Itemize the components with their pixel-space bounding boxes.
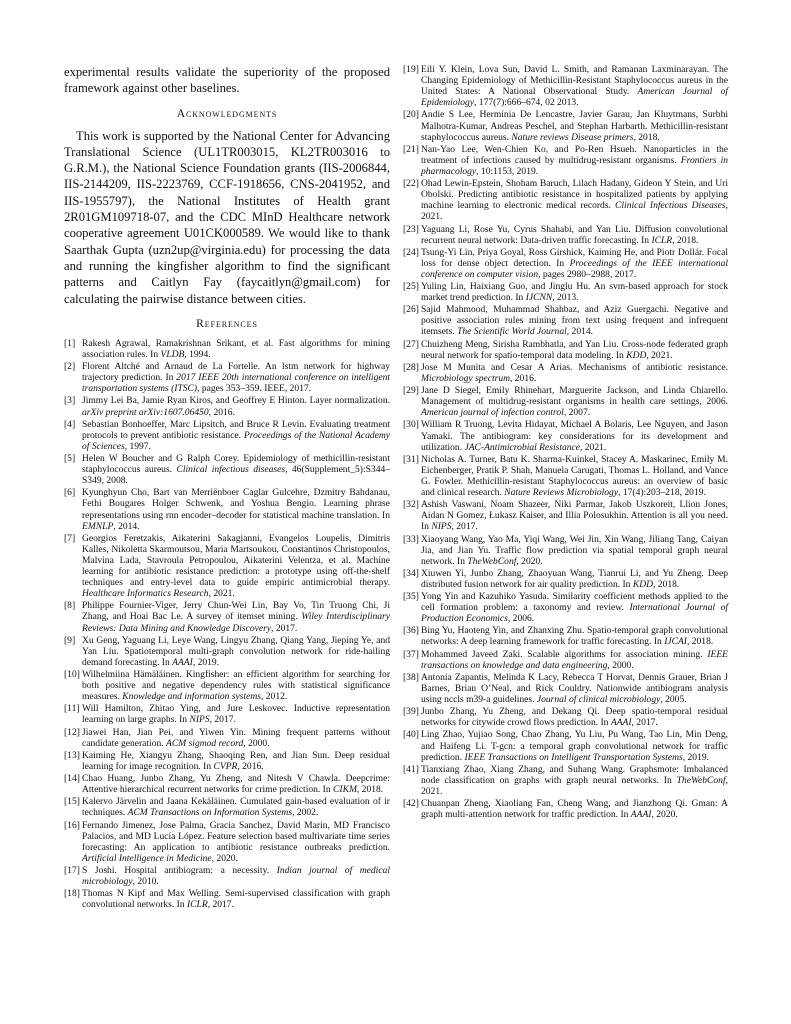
reference-item xyxy=(64,865,390,887)
reference-authors-title: Jimmy Lei Ba, Jamie Ryan Kiros, and Geoffrey E Hinton. Layer normalization. xyxy=(82,395,390,407)
reference-authors-title: Kaiming He, Xiangyu Zhang, Shaoqing Ren, and Jian Sun. Deep residual learning for image recognition. In xyxy=(82,749,390,772)
reference-authors-title: Fernando Jimenez, Jose Palma, Gracia Sanchez, David Marin, MD Francisco Palacios, and MD Lucía López. Feature selection based multivariate time series forecasting: An application to antibiotic resistance outbreaks prediction. xyxy=(82,819,390,853)
reference-text xyxy=(82,669,390,702)
reference-number: [7] xyxy=(64,532,76,544)
reference-venue: CVPR xyxy=(213,760,238,772)
reference-venue: The Scientific World Journal xyxy=(457,326,567,338)
reference-authors-title: Chao Huang, Junbo Zhang, Yu Zheng, and Nitesh V Chawla. Deepcrime: Attentive hierarchical recurrent networks for crime prediction. In xyxy=(82,773,390,796)
reference-venue: ICLR xyxy=(187,899,208,911)
reference-item xyxy=(64,533,390,600)
reference-authors-title: Georgios Feretzakis, Aikaterini Sakagianni, Evangelos Loupelis, Dimitris Kalles, Nikoletta Skarmoutsou, Maria Martsoukou, Constantinos Christopoulos, Malvina Lada, Stavroula Petropoulou, Aikaterini Velentza, et al. Machine learning for antibiotic resistance prediction: a prototype using off-the-shelf techniques and entry-level data to guide empiric antimicrobial therapy. xyxy=(82,532,390,589)
reference-number: [29] xyxy=(403,385,419,397)
reference-item xyxy=(64,361,390,394)
reference-authors-title: Andie S Lee, Hermínia De Lencastre, Javier Garau, Jan Kluytmans, Surbhi Malhotra-Kumar, Andreas Peschel, and Stephan Harbarth. Methicillin-resistant staphylococcus aureus. xyxy=(421,109,728,143)
reference-venue: NIPS xyxy=(189,714,210,726)
reference-authors-title: Sajid Mahmood, Muhammad Shahbaz, and Aziz Guergachi. Negative and positive association rules mining from text using frequent and infrequent itemsets. xyxy=(421,304,728,338)
reference-number: [12] xyxy=(64,726,80,738)
reference-details: , 2014. xyxy=(566,326,594,338)
reference-item xyxy=(403,649,728,671)
reference-venue: 2017 IEEE 20th international conference on intelligent transportation systems (ITSC) xyxy=(82,372,391,395)
reference-venue: CIKM xyxy=(333,784,357,796)
reference-details: , 2005. xyxy=(660,694,687,706)
reference-authors-title: Kyunghyun Cho, Bart van Merriënboer Caglar Gulcehre, Dzmitry Bahdanau, Fethi Bougares Holger Schwenk, and Yoshua Bengio. Learning phrase representations using rnn encoder–decoder for statistical machine translation. In xyxy=(82,487,390,521)
reference-authors-title: Yuling Lin, Haixiang Guo, and Jinglu Hu. An svm-based approach for stock market trend prediction. In xyxy=(421,281,728,304)
reference-details: , 2006. xyxy=(507,613,535,625)
reference-venue: NIPS xyxy=(431,521,452,533)
reference-details: , 2021. xyxy=(580,441,607,453)
intro-paragraph: experimental results validate the superiority of the proposed framework against other baselines. xyxy=(64,65,390,96)
reference-authors-title: Philippe Fournier-Viger, Jerry Chun-Wei Lin, Bay Vo, Tin Truong Chi, Ji Zhang, and Hoai Bac Le. A survey of itemset mining. xyxy=(82,600,390,623)
reference-authors-title: Antonia Zapantis, Melinda K Lacy, Rebecca T Horvat, Dennis Grauer, Brian J Barnes, Brian O’Neal, and Rick Couldry. Nationwide antibiogram analysis using nccls m39-a guidelines. xyxy=(421,671,728,706)
reference-authors-title: Xiaoyang Wang, Yao Ma, Yiqi Wang, Wei Jin, Xin Wang, Jiliang Tang, Caiyan Jia, and Jian Yu. Traffic flow prediction via spatial temporal graph neural network. In xyxy=(421,533,728,567)
reference-number: [34] xyxy=(403,567,419,579)
reference-venue: Knowledge and information systems xyxy=(122,691,261,703)
reference-venue: IEEE Transactions on Intelligent Transportation Systems xyxy=(464,751,683,763)
reference-venue: ACM Transactions on Information Systems xyxy=(127,807,293,819)
reference-text xyxy=(421,419,728,452)
reference-item xyxy=(403,339,728,361)
reference-text xyxy=(82,773,390,795)
reference-details: , 2002. xyxy=(292,807,319,819)
reference-details: , 17(4):203–218, 2019. xyxy=(618,487,706,499)
reference-text xyxy=(82,453,390,486)
reference-item xyxy=(64,395,390,417)
reference-item xyxy=(64,796,390,818)
reference-authors-title: Nicholas A. Turner, Batu K. Sharma-Kuinkel, Stacey A. Maskarinec, Emily M. Eichenberger, Pratik P. Shah, Manuela Carugati, Thomas L. Holland, and Vance G. Fowler. Methicillin-resistant Staphylococcus aureus: an overview of basic and clinical research. xyxy=(421,453,728,499)
reference-item xyxy=(403,729,728,762)
reference-text xyxy=(82,419,390,452)
reference-number: [4] xyxy=(64,418,76,430)
reference-text xyxy=(421,304,728,337)
reference-details: , 2007. xyxy=(563,407,591,419)
reference-venue: Proceedings of the National Academy of Sciences xyxy=(82,429,391,452)
reference-item xyxy=(64,820,390,864)
reference-venue: Microbiology spectrum xyxy=(421,372,510,384)
reference-number: [31] xyxy=(403,453,419,465)
reference-item xyxy=(403,362,728,384)
reference-details: , 2020. xyxy=(211,852,238,864)
reference-authors-title: Nan-Yao Lee, Wen-Chien Ko, and Po-Ren Hsueh. Nanoparticles in the treatment of infections caused by multidrug-resistant organisms. xyxy=(421,143,728,166)
reference-authors-title: Xiuwen Yi, Junbo Zhang, Zhaoyuan Wang, Tianrui Li, and Yu Zheng. Deep distributed fusion network for air quality prediction. In xyxy=(421,567,728,590)
references-heading: References xyxy=(196,316,258,330)
reference-item xyxy=(64,773,390,795)
reference-text xyxy=(421,385,728,418)
reference-details: , 2017. xyxy=(451,521,478,533)
reference-item xyxy=(64,487,390,531)
reference-number: [2] xyxy=(64,361,76,373)
reference-authors-title: Jose M Munita and Cesar A Arias. Mechanisms of antibiotic resistance. xyxy=(421,361,728,373)
reference-item xyxy=(403,625,728,647)
reference-number: [20] xyxy=(403,109,419,121)
reference-venue: American journal of infection control xyxy=(421,407,564,419)
reference-authors-title: S Joshi. Hospital antibiogram: a necessity. xyxy=(82,864,277,876)
reference-details: , 2018. xyxy=(633,131,660,143)
reference-authors-title: Kalervo Järvelin and Jaana Kekäläinen. Cumulated gain-based evaluation of ir techniques. xyxy=(82,796,390,819)
reference-venue: AAAI xyxy=(630,809,652,821)
reference-text xyxy=(82,796,390,818)
reference-number: [35] xyxy=(403,591,419,603)
reference-details: , 2020. xyxy=(516,555,543,567)
reference-authors-title: Ashish Vaswani, Noam Shazeer, Niki Parmar, Jakob Uszkoreit, Llion Jones, Aidan N Gomez, Łukasz Kaiser, and Illia Polosukhin. Attention is all you need. In xyxy=(421,499,728,533)
references-list-right xyxy=(403,64,728,820)
reference-venue: American Journal of Epidemiology xyxy=(421,86,729,109)
reference-text xyxy=(82,865,390,887)
reference-venue: Wiley Interdisciplinary Reviews: Data Mining and Knowledge Discovery xyxy=(82,611,390,634)
reference-number: [18] xyxy=(64,888,80,900)
reference-number: [30] xyxy=(403,419,419,431)
reference-venue: Proceedings of the IEEE international conference on computer vision xyxy=(421,257,728,280)
reference-number: [22] xyxy=(403,178,419,190)
reference-text xyxy=(82,487,390,531)
reference-authors-title: Chuanpan Zheng, Xiaoliang Fan, Cheng Wang, and Jianzhong Qi. Gman: A graph multi-attention network for traffic prediction. In xyxy=(421,798,728,821)
reference-number: [42] xyxy=(403,798,419,810)
reference-details: , 2021. xyxy=(646,349,673,361)
reference-number: [28] xyxy=(403,361,419,373)
reference-authors-title: Rakesh Agrawal, Ramakrishnan Srikant, et al. Fast algorithms for mining association rules. In xyxy=(82,337,390,360)
reference-text xyxy=(421,649,728,671)
reference-text xyxy=(421,144,728,177)
reference-authors-title: Tsung-Yi Lin, Priya Goyal, Ross Girshick, Kaiming He, and Piotr Dollár. Focal loss for dense object detection. In xyxy=(421,246,728,269)
reference-number: [24] xyxy=(403,246,419,258)
reference-venue: arXiv preprint arXiv:1607.06450 xyxy=(82,406,209,418)
reference-details: , 2017. xyxy=(207,899,234,911)
reference-authors-title: Mohammed Javeed Zaki. Scalable algorithms for association mining. xyxy=(421,648,708,660)
reference-item xyxy=(64,750,390,772)
reference-item xyxy=(64,635,390,668)
reference-text xyxy=(82,600,390,633)
reference-details: , 2016. xyxy=(208,406,235,418)
reference-venue: International Journal of Production Economics xyxy=(421,602,729,625)
reference-authors-title: Thomas N Kipf and Max Welling. Semi-supervised classification with graph convolutional networks. In xyxy=(82,888,390,911)
reference-text xyxy=(82,888,390,910)
reference-item xyxy=(64,338,390,360)
reference-authors-title: Chuizheng Meng, Sirisha Rambhatla, and Yan Liu. Cross-node federated graph neural network for spatio-temporal data modeling. In xyxy=(421,338,728,361)
reference-number: [1] xyxy=(64,337,76,349)
reference-details: , 46(Supplement_5):S344–S349, 2008. xyxy=(82,464,391,487)
reference-text xyxy=(82,750,390,772)
reference-number: [25] xyxy=(403,281,419,293)
reference-authors-title: Junbo Zhang, Yu Zheng, and Dekang Qi. Deep spatio-temporal residual networks for citywide crowd flows prediction. In xyxy=(421,706,728,729)
reference-item xyxy=(403,764,728,797)
reference-number: [36] xyxy=(403,625,419,637)
reference-item xyxy=(403,109,728,142)
reference-details: , 2018. xyxy=(356,784,384,796)
reference-venue: Healthcare Informatics Research xyxy=(82,588,209,600)
reference-venue: Clinical Infectious Diseases xyxy=(615,200,726,212)
reference-text xyxy=(82,361,390,394)
reference-venue: IJCNN xyxy=(525,292,553,304)
left-column xyxy=(64,64,390,911)
reference-item xyxy=(403,454,728,498)
reference-text xyxy=(421,281,728,303)
reference-venue: TheWebConf xyxy=(467,555,517,567)
reference-authors-title: Bing Yu, Haoteng Yin, and Zhanxing Zhu. Spatio-temporal graph convolutional networks: A deep learning framework for traffic forecasting. In xyxy=(421,625,728,648)
reference-number: [33] xyxy=(403,533,419,545)
reference-number: [8] xyxy=(64,600,76,612)
reference-text xyxy=(421,454,728,498)
reference-number: [14] xyxy=(64,773,80,785)
reference-text xyxy=(421,178,728,222)
reference-text xyxy=(82,395,390,417)
reference-number: [9] xyxy=(64,634,76,646)
reference-item xyxy=(403,499,728,532)
reference-details: , 2012. xyxy=(261,691,288,703)
reference-venue: Nature Reviews Microbiology xyxy=(504,487,619,499)
reference-details: , pages 2980–2988, 2017. xyxy=(538,268,637,280)
reference-text xyxy=(421,362,728,384)
reference-item xyxy=(64,703,390,725)
reference-text xyxy=(82,533,390,600)
reference-text xyxy=(421,798,728,820)
reference-details: , 10:1153, 2019. xyxy=(476,165,539,177)
reference-item xyxy=(403,281,728,303)
reference-text xyxy=(421,499,728,532)
reference-number: [37] xyxy=(403,648,419,660)
reference-number: [21] xyxy=(403,143,419,155)
reference-item xyxy=(403,385,728,418)
reference-details: , 2018. xyxy=(653,578,680,590)
reference-venue: IEEE transactions on knowledge and data engineering xyxy=(421,648,728,671)
reference-details: , 2017. xyxy=(271,622,298,634)
reference-authors-title: William R Truong, Levita Hidayat, Michael A Bolaris, Lee Nguyen, and Jason Yamaki. The antibiogram: key considerations for its development and utilization. xyxy=(421,419,728,453)
reference-venue: Nature reviews Disease primers xyxy=(511,131,634,143)
reference-text xyxy=(421,64,728,108)
reference-details: , 2000. xyxy=(243,737,270,749)
reference-text xyxy=(421,672,728,705)
reference-number: [6] xyxy=(64,487,76,499)
reference-details: , 2018. xyxy=(672,234,699,246)
reference-text xyxy=(421,224,728,246)
reference-item xyxy=(403,144,728,177)
reference-item xyxy=(403,568,728,590)
reference-venue: EMNLP xyxy=(82,520,114,532)
right-column xyxy=(403,64,728,821)
reference-venue: JAC-Antimicrobial Resistance xyxy=(464,441,580,453)
reference-text xyxy=(421,625,728,647)
reference-details: , 1997. xyxy=(124,440,151,452)
reference-item xyxy=(403,64,728,108)
reference-item xyxy=(64,669,390,702)
reference-details: , 2016. xyxy=(510,372,537,384)
reference-venue: Clinical infectious diseases xyxy=(176,464,286,476)
reference-number: [11] xyxy=(64,703,80,715)
reference-authors-title: Wilhelmiina Hämäläinen. Kingfisher: an efficient algorithm for searching for both positive and negative dependency rules with statistical significance measures. xyxy=(82,669,390,703)
reference-details: , 2017. xyxy=(631,717,658,729)
reference-item xyxy=(403,798,728,820)
reference-number: [5] xyxy=(64,452,76,464)
reference-authors-title: Ohad Lewin-Epstein, Shoham Baruch, Lilach Hadany, Gideon Y Stein, and Uri Obolski. Predicting antibiotic resistance in hospitalized patients by applying machine learning to electronic medical records. xyxy=(421,178,728,212)
reference-authors-title: Florent Altché and Arnaud de La Fortelle. An lstm network for highway trajectory prediction. In xyxy=(82,361,390,384)
reference-item xyxy=(64,888,390,910)
reference-details: , 1994. xyxy=(184,348,211,360)
reference-authors-title: Eili Y. Klein, Lova Sun, David L. Smith, and Ramanan Laxminarayan. The Changing Epidemiology of Methicillin-Resistant Staphylococcus aureus in the United States: A National Observational Study. xyxy=(421,64,728,98)
reference-item xyxy=(403,247,728,280)
reference-authors-title: Yaguang Li, Rose Yu, Cyrus Shahabi, and Yan Liu. Diffusion convolutional recurrent neural network: Data-driven traffic forecasting. In xyxy=(421,223,728,246)
reference-number: [13] xyxy=(64,749,80,761)
acknowledgments-heading: Acknowledgments xyxy=(176,106,278,120)
reference-authors-title: Jiawei Han, Jian Pei, and Yiwen Yin. Mining frequent patterns without candidate generation. xyxy=(82,726,390,749)
reference-authors-title: Will Hamilton, Zhitao Ying, and Jure Leskovec. Inductive representation learning on large graphs. In xyxy=(82,703,390,726)
reference-venue: ACM sigmod record xyxy=(166,737,244,749)
reference-venue: AAAI xyxy=(610,717,632,729)
reference-text xyxy=(82,820,390,864)
reference-details: , 2021. xyxy=(208,588,235,600)
reference-text xyxy=(421,591,728,624)
reference-text xyxy=(421,706,728,728)
reference-authors-title: Xu Geng, Yaguang Li, Leye Wang, Lingyu Zhang, Qiang Yang, Jieping Ye, and Yan Liu. Spatiotemporal multi-graph convolution network for ride-hailing demand forecasting. In xyxy=(82,634,390,668)
acknowledgments-text: This work is supported by the National Center for Advancing Translational Science (UL1TR003015, KL2TR003016 to G.R.M.), the National Science Foundation grants (IIS-2006844, IIS-2144209, IIS-2223769, CCF-1918656, CNS-2041952, and IIS-1955797), the National Institutes of Health grant 2R01GM109718-07, and the CDC MInD Healthcare network cooperative agreement U01CK000589. We would like to thank Saarthak Gupta (uzn2up@virginia.edu) for processing the data and running the kingfisher algorithm to find the significant patterns and Caitlyn Fay (faycaitlyn@gmail.com) for calculating the pairwise distance between cities. xyxy=(64,128,390,306)
reference-item xyxy=(403,672,728,705)
reference-venue: TheWebConf xyxy=(676,774,726,786)
reference-authors-title: Tianxiang Zhao, Xiang Zhang, and Suhang Wang. Graphsmote: Imbalanced node classification on graphs with graph neural networks. In xyxy=(421,763,728,786)
reference-details: , 2000. xyxy=(607,659,634,671)
reference-text xyxy=(82,727,390,749)
reference-text xyxy=(82,703,390,725)
reference-text xyxy=(421,764,728,797)
reference-item xyxy=(403,304,728,337)
reference-venue: Artificial Intelligence in Medicine xyxy=(82,852,212,864)
reference-item xyxy=(403,706,728,728)
reference-venue: KDD xyxy=(626,349,647,361)
reference-details: , 2020. xyxy=(651,809,678,821)
reference-number: [15] xyxy=(64,796,80,808)
reference-details: , 2019. xyxy=(682,751,710,763)
reference-text xyxy=(421,729,728,762)
reference-details: , 2019. xyxy=(192,656,220,668)
reference-details: , 2021. xyxy=(421,200,728,223)
reference-item xyxy=(403,224,728,246)
reference-details: , pages 353–359. IEEE, 2017. xyxy=(197,383,312,395)
reference-details: , 177(7):666–674, 02 2013. xyxy=(474,97,579,109)
reference-number: [39] xyxy=(403,706,419,718)
reference-item xyxy=(64,727,390,749)
reference-number: [26] xyxy=(403,304,419,316)
reference-authors-title: Jane D Siegel, Emily Rhinehart, Marguerite Jackson, and Linda Chiarello. Management of multidrug-resistant organisms in health care settings, 2006. xyxy=(421,385,728,408)
reference-authors-title: Sebastian Bonhoeffer, Marc Lipsitch, and Bruce R Levin. Evaluating treatment protocols to prevent antibiotic resistance. xyxy=(82,418,390,441)
reference-authors-title: Ling Zhao, Yujiao Song, Chao Zhang, Yu Liu, Pu Wang, Tao Lin, Min Deng, and Haifeng Li. T-gcn: a temporal graph convolutional network for traffic prediction. xyxy=(421,729,728,763)
reference-number: [40] xyxy=(403,729,419,741)
reference-text xyxy=(421,568,728,590)
reference-venue: ICLR xyxy=(651,234,673,246)
reference-venue: AAAI xyxy=(172,656,193,668)
reference-details: , 2010. xyxy=(132,876,159,888)
reference-number: [32] xyxy=(403,499,419,511)
reference-text xyxy=(82,338,390,360)
reference-number: [3] xyxy=(64,395,76,407)
reference-text xyxy=(82,635,390,668)
reference-authors-title: Yong Yin and Kazuhiko Yasuda. Similarity coefficient methods applied to the cell formation problem: a taxonomy and review. xyxy=(421,591,728,614)
references-list-left xyxy=(64,338,390,910)
reference-number: [10] xyxy=(64,669,80,680)
reference-number: [17] xyxy=(64,864,80,876)
reference-authors-title: Helen W Boucher and G Ralph Corey. Epidemiology of methicillin-resistant staphylococcus aureus. xyxy=(82,452,390,476)
reference-venue: Indian journal of medical microbiology xyxy=(82,864,390,888)
reference-item xyxy=(403,178,728,222)
reference-item xyxy=(403,591,728,624)
reference-number: [27] xyxy=(403,338,419,350)
reference-item xyxy=(64,600,390,633)
reference-item xyxy=(64,453,390,486)
reference-details: , 2017. xyxy=(209,714,236,726)
reference-text xyxy=(421,247,728,280)
reference-venue: Frontiers in pharmacology xyxy=(421,154,728,177)
reference-number: [23] xyxy=(403,223,419,235)
reference-number: [38] xyxy=(403,671,419,683)
reference-text xyxy=(421,109,728,142)
reference-item xyxy=(403,419,728,452)
reference-text xyxy=(421,534,728,567)
reference-text xyxy=(421,339,728,361)
reference-venue: Journal of clinical microbiology xyxy=(536,694,661,706)
reference-item xyxy=(64,419,390,452)
reference-venue: IJCAI xyxy=(664,636,687,648)
reference-details: , 2021. xyxy=(421,774,728,797)
reference-venue: KDD xyxy=(632,578,654,590)
reference-venue: VLDB xyxy=(160,348,185,360)
reference-number: [16] xyxy=(64,819,80,831)
reference-details: , 2014. xyxy=(113,520,140,532)
reference-details: , 2013. xyxy=(552,292,579,304)
reference-number: [19] xyxy=(403,64,419,75)
reference-details: , 2016. xyxy=(237,760,264,772)
reference-details: , 2018. xyxy=(686,636,714,648)
reference-number: [41] xyxy=(403,763,419,775)
reference-item xyxy=(403,534,728,567)
